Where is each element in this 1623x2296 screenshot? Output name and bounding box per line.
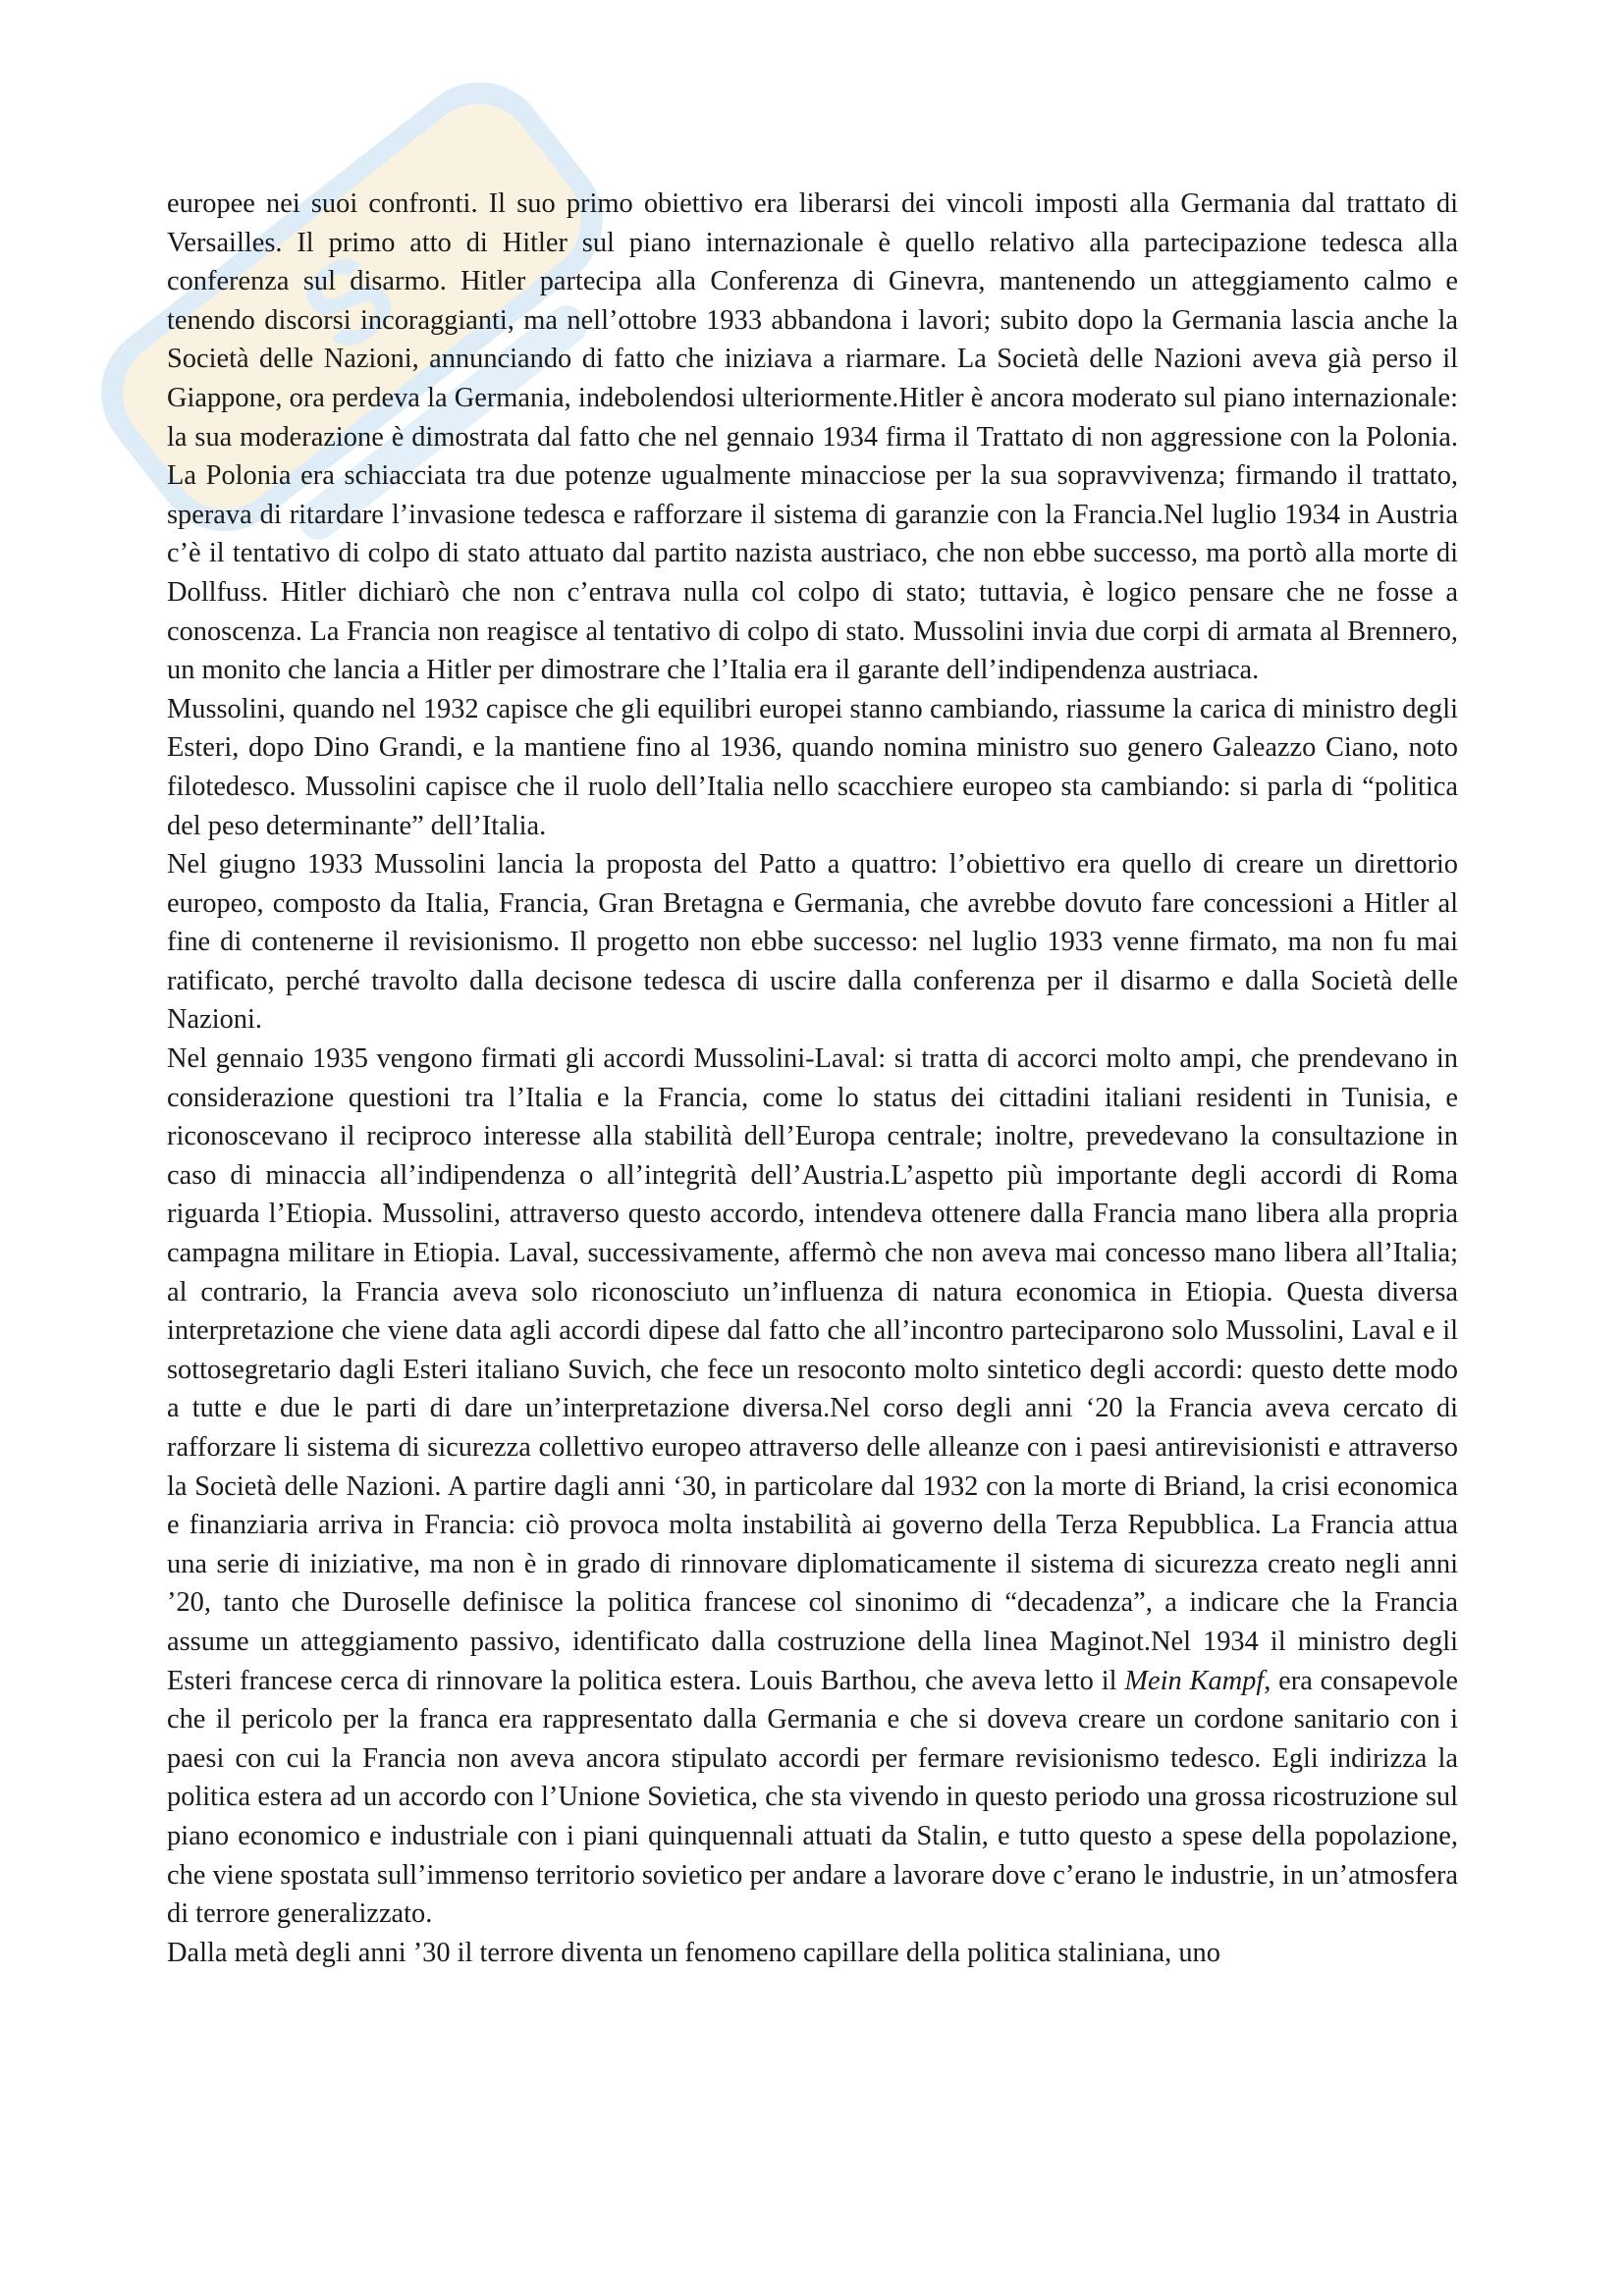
document-body <box>167 185 1458 1972</box>
paragraph-3: Nel giugno 1933 Mussolini lancia la proposta del Patto a quattro: l’obiettivo era quello di creare un direttorio europeo, composto da Italia, Francia, Gran Bretagna e Germania, che avrebbe dovuto fare concessioni a Hitler al fine di contenerne il revisionismo. Il progetto non ebbe successo: nel luglio 1933 venne firmato, ma non fu mai ratificato, perché travolto dalla decisone tedesca di uscire dalla conferenza per il disarmo e dalla Società delle Nazioni. <box>167 849 1458 1036</box>
paragraph-4 <box>167 1040 1458 1934</box>
book-title: Mein Kampf <box>1124 1665 1265 1696</box>
paragraph-1: europee nei suoi confronti. Il suo primo obiettivo era liberarsi dei vincoli imposti alla Germania dal trattato di Versailles. Il primo atto di Hitler sul piano internazionale è quello relativo alla partecipazione tedesca alla conferenza sul disarmo. Hitler partecipa alla Conferenza di Ginevra, mantenendo un atteggiamento calmo e tenendo discorsi incoraggianti, ma nell’ottobre 1933 abbandona i lavori; subito dopo la Germania lascia anche la Società delle Nazioni, annunciando di fatto che iniziava a riarmare. La Società delle Nazioni aveva già perso il Giappone, ora perdeva la Germania, indebolendosi ulteriormente.Hitler è ancora moderato sul piano internazionale: la sua moderazione è dimostrata dal fatto che nel gennaio 1934 firma il Trattato di non aggressione con la Polonia. La Polonia era schiacciata tra due potenze ugualmente minacciose per la sua sopravvivenza; firmando il trattato, sperava di ritardare l’invasione tedesca e rafforzare il sistema di garanzie con la Francia.Nel luglio 1934 in Austria c’è il tentativo di colpo di stato attuato dal partito nazista austriaco, che non ebbe successo, ma portò alla morte di Dollfuss. Hitler dichiarò che non c’entrava nulla col colpo di stato; tuttavia, è logico pensare che ne fosse a conoscenza. La Francia non reagisce al tentativo di colpo di stato. Mussolini invia due corpi di armata al Brennero, un monito che lancia a Hitler per dimostrare che l’Italia era il garante dell’indipendenza austriaca. <box>167 188 1458 686</box>
paragraph-4-tail: , era consapevole che il pericolo per la franca era rappresentato dalla Germania e che si doveva creare un cordone sanitario con i paesi con cui la Francia non aveva ancora stipulato accordi per fermare revisionismo tedesco. Egli indirizza la politica estera ad un accordo con l’Unione Sovietica, che sta vivendo in questo periodo una grossa ricostruzione sul piano economico e industriale con i piani quinquennali attuati da Stalin, e tutto questo a spese della popolazione, che viene spostata sull’immenso territorio sovietico per andare a lavorare dove c’erano le industrie, in un’atmosfera di terrore generalizzato. <box>167 1665 1458 1930</box>
svg-text:S: S <box>276 226 420 379</box>
paragraph-4-text: Nel gennaio 1935 vengono firmati gli accordi Mussolini-Laval: si tratta di accorci molto ampi, che prendevano in considerazione questioni tra l’Italia e la Francia, come lo status dei cittadini italiani residenti in Tunisia, e riconoscevano il reciproco interesse alla stabilità dell’Europa centrale; inoltre, prevedevano la consultazione in caso di minaccia all’indipendenza o all’integrità dell’Austria.L’aspetto più importante degli accordi di Roma riguarda l’Etiopia. Mussolini, attraverso questo accordo, intendeva ottenere dalla Francia mano libera alla propria campagna militare in Etiopia. Laval, successivamente, affermò che non aveva mai concesso mano libera all’Italia; al contrario, la Francia aveva solo riconosciuto un’influenza di natura economica in Etiopia. Questa diversa interpretazione che viene data agli accordi dipese dal fatto che all’incontro parteciparono solo Mussolini, Laval e il sottosegretario dagli Esteri italiano Suvich, che fece un resoconto molto sintetico degli accordi: questo dette modo a tutte e due le parti di dare un’interpretazione diversa.Nel corso degli anni ‘20 la Francia aveva cercato di rafforzare li sistema di sicurezza collettivo europeo attraverso delle alleanze con i paesi antirevisionisti e attraverso la Società delle Nazioni. A partire dagli anni ‘30, in particolare dal 1932 con la morte di Briand, la crisi economica e finanziaria arriva in Francia: ciò provoca molta instabilità ai governo della Terza Repubblica. La Francia attua una serie di iniziative, ma non è in grado di rinnovare diplomaticamente il sistema di sicurezza creato negli anni ’20, tanto che Duroselle definisce la politica francese col sinonimo di “decadenza”, a indicare che la Francia assume un atteggiamento passivo, identificato dalla costruzione della linea Maginot.Nel 1934 il ministro degli Esteri francese cerca di rinnovare la politica estera. Louis Barthou, che aveva letto il <box>167 1043 1458 1696</box>
paragraph-5: Dalla metà degli anni ’30 il terrore diventa un fenomeno capillare della politica staliniana, uno <box>167 1937 1220 1968</box>
paragraph-2: Mussolini, quando nel 1932 capisce che gli equilibri europei stanno cambiando, riassume la carica di ministro degli Esteri, dopo Dino Grandi, e la mantiene fino al 1936, quando nomina ministro suo genero Galeazzo Ciano, noto filotedesco. Mussolini capisce che il ruolo dell’Italia nello scacchiere europeo sta cambiando: si parla di “politica del peso determinante” dell’Italia. <box>167 693 1458 841</box>
